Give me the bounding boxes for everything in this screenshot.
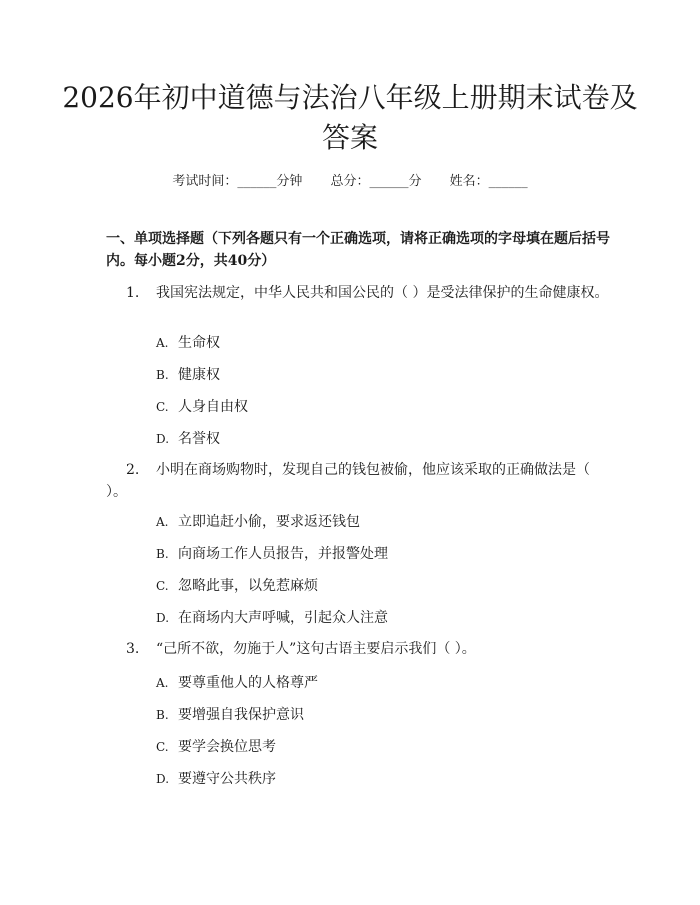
- exam-meta: [0, 170, 700, 189]
- option-text: 名誉权: [178, 431, 220, 447]
- student-name-label: 姓名：______: [449, 174, 528, 189]
- question-3: [106, 638, 614, 660]
- question-number: 2.: [126, 462, 140, 478]
- total-score-label: 总分：______分: [330, 174, 422, 189]
- option-3b: [156, 705, 304, 725]
- option-1a: [156, 333, 220, 353]
- document-title: 2026年初中道德与法治八年级上册期末试卷及答案: [62, 81, 638, 154]
- option-text: 健康权: [178, 367, 220, 383]
- option-letter: C.: [156, 579, 169, 593]
- option-text: 要学会换位思考: [178, 739, 276, 755]
- option-1b: [156, 365, 220, 385]
- option-2d: [156, 608, 388, 628]
- option-text: 要遵守公共秩序: [178, 771, 276, 787]
- option-1d: [156, 429, 220, 449]
- option-3a: [156, 673, 318, 693]
- option-text: 在商场内大声呼喊，引起众人注意: [178, 610, 388, 626]
- option-text: 向商场工作人员报告，并报警处理: [178, 546, 388, 562]
- option-letter: C.: [156, 400, 169, 414]
- option-letter: D.: [156, 772, 170, 786]
- option-letter: B.: [156, 368, 169, 382]
- option-letter: D.: [156, 611, 170, 625]
- option-2b: [156, 544, 388, 564]
- question-2: [106, 459, 614, 503]
- question-number: 3.: [126, 641, 140, 657]
- option-letter: C.: [156, 740, 169, 754]
- option-2a: [156, 512, 360, 532]
- option-1c: [156, 397, 248, 417]
- option-text: 忽略此事，以免惹麻烦: [178, 578, 318, 594]
- option-3d: [156, 769, 276, 789]
- option-3c: [156, 737, 276, 757]
- option-text: 要增强自我保护意识: [178, 707, 304, 723]
- option-letter: B.: [156, 708, 169, 722]
- option-letter: A.: [156, 515, 169, 529]
- section-heading: 一、单项选择题（下列各题只有一个正确选项，请将正确选项的字母填在题后括号内。每小题2分，共40分）: [106, 231, 610, 269]
- question-text: 小明在商场购物时，发现自己的钱包被偷，他应该采取的正确做法是（ ）。: [106, 462, 590, 500]
- option-text: 生命权: [178, 335, 220, 351]
- option-text: 人身自由权: [178, 399, 248, 415]
- question-1: [106, 282, 614, 304]
- option-letter: D.: [156, 432, 170, 446]
- question-text: “己所不欲，勿施于人”这句古语主要启示我们（ ）。: [156, 641, 476, 657]
- option-letter: A.: [156, 336, 169, 350]
- option-letter: A.: [156, 676, 169, 690]
- option-2c: [156, 576, 318, 596]
- option-letter: B.: [156, 547, 169, 561]
- option-text: 要尊重他人的人格尊严: [178, 675, 318, 691]
- option-text: 立即追赶小偷，要求返还钱包: [178, 514, 360, 530]
- question-number: 1.: [126, 285, 140, 301]
- question-text: 我国宪法规定，中华人民共和国公民的（ ）是受法律保护的生命健康权。: [156, 285, 609, 301]
- exam-time-label: 考试时间：______分钟: [172, 174, 303, 189]
